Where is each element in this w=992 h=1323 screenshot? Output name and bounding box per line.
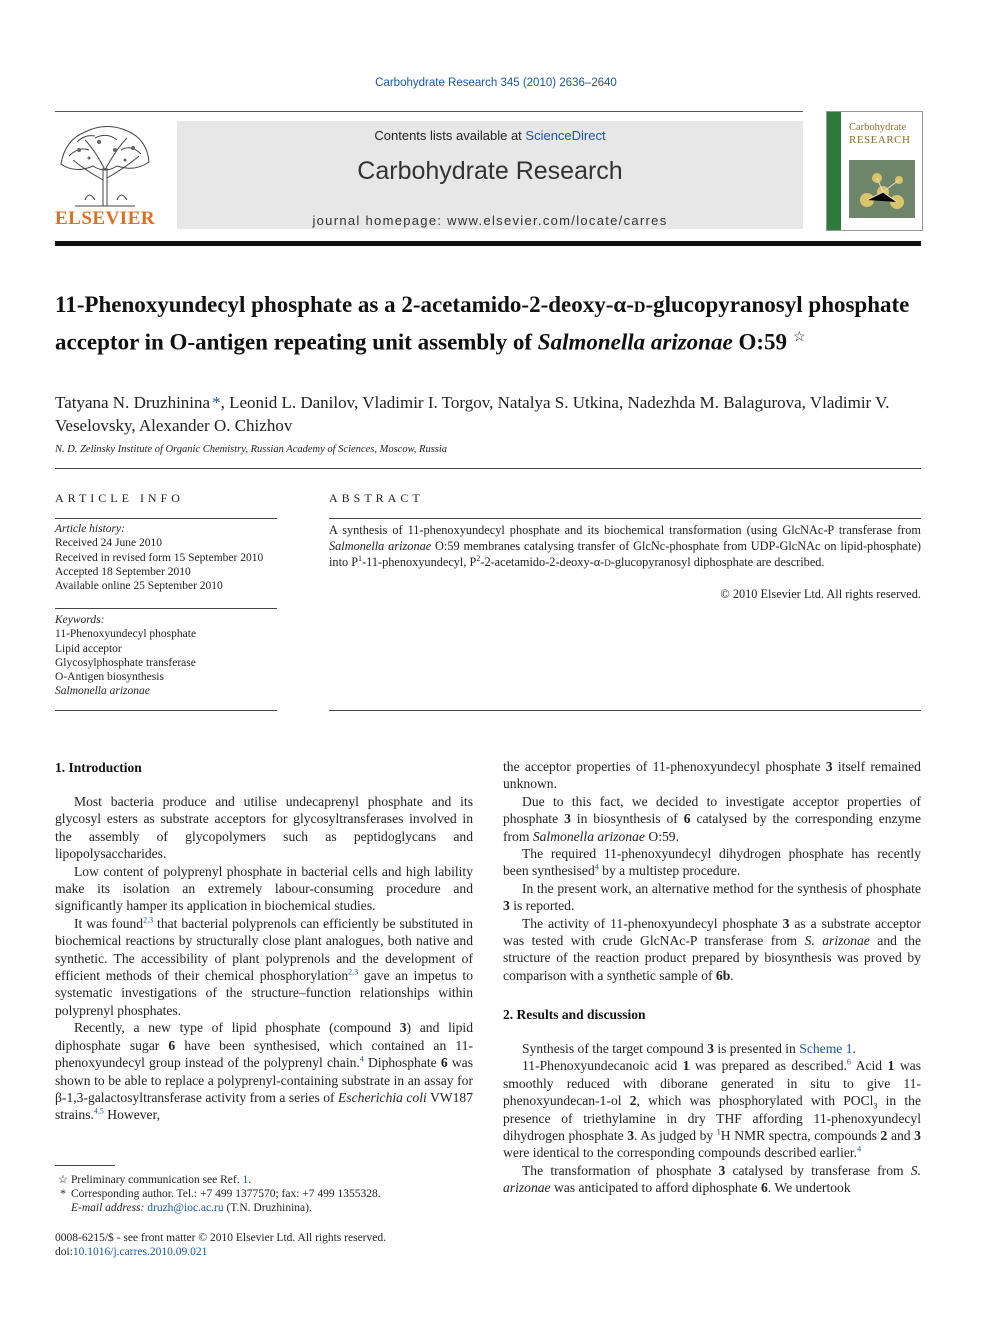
- abstract-text: A synthesis of 11-phenoxyundecyl phosphate and its biochemical transformation (using GlcNAc-P transferase from Salmonella arizonae O:59 membranes catalysing transfer of GlcNc-phosphate from UDP-GlcNAc on lipid-phosphate) into $P^1-11$-phenoxyundecyl, $P^2-2-acetamido-2-deoxy-\alpha-D$-glucopyranosyl diphosphate are described.: [329, 523, 921, 569]
- title-part-3: O:59: [732, 329, 787, 355]
- journal-citation[interactable]: Carbohydrate Research 345 (2010) 2636–2640: [375, 77, 617, 89]
- paragraph: Low content of polyprenyl phosphate in bacterial cells and high lability make its isolation an extremely labour-consuming procedure and significantly hamper its application in biochemical studies.: [55, 863, 473, 914]
- paragraph: Most bacteria produce and utilise undecaprenyl phosphate and its glycosyl esters as substrate acceptors for glycosyltransferases involved in the assembly of glycopolymers such as peptidoglycans and lipopolysaccharides.: [55, 794, 473, 862]
- journal-title: Carbohydrate Research: [357, 157, 623, 185]
- title-organism: Salmonella arizonae: [537, 329, 733, 355]
- keyword-item: Glycosylphosphate transferase: [55, 656, 196, 669]
- paragraph: Due to this fact, we decided to investigate acceptor properties of phosphate 3 in biosynthesis of 6 catalysed by the corresponding enzyme from Salmonella arizonae O:59.: [503, 793, 921, 844]
- paragraph: The required 11-phenoxyundecyl dihydrogen phosphate has recently been synthesised$^4$ by a multistep procedure.: [503, 846, 921, 879]
- footnote-preliminary: ☆ Preliminary communication see Ref. 1.: [57, 1174, 252, 1186]
- article-history: [55, 522, 295, 593]
- other-authors: , Leonid L. Danilov, Vladimir I. Torgov, Natalya S. Utkina, Nadezhda M. Balagurova, Vladimir V. Veselovsky, Alexander O. Chizhov: [55, 393, 890, 435]
- journal-cover-thumbnail: [826, 111, 923, 231]
- contents-line: [177, 128, 803, 143]
- journal-homepage[interactable]: journal homepage: www.elsevier.com/locate/carres: [312, 213, 668, 228]
- paragraph: The transformation of phosphate 3 catalysed by transferase from S. arizonae was anticipated to afford diphosphate 6. We undertook: [503, 1162, 921, 1196]
- footnote-email: E-mail address: druzh@ioc.ac.ru (T.N. Druzhinina).: [71, 1202, 312, 1214]
- keyword-item: O-Antigen biosynthesis: [55, 671, 164, 684]
- corresponding-author-mark[interactable]: *: [212, 393, 221, 412]
- journal-masthead: [177, 121, 803, 229]
- article-info-heading: ARTICLE INFO: [55, 491, 184, 505]
- history-online: Available online 25 September 2010: [55, 580, 223, 593]
- paragraph-continued: the acceptor properties of 11-phenoxyundecyl phosphate 3 itself remained unknown.: [503, 759, 921, 792]
- doi-link[interactable]: 10.1016/j.carres.2010.09.021: [72, 1246, 208, 1258]
- info-rule-3: [55, 710, 277, 711]
- affiliation-rule: [55, 468, 921, 469]
- paragraph: It was found$^{2,3}$ that bacterial polyprenols can efficiently be substituted in biochemical reactions by structurally close plant analogues, both native and synthetic. The accessibility of plant polyprenols and the development of efficient methods of their chemical phosphorylation$^{2,3}$ gave an impetus to systematic investigations of the structure–function relationships within polyprenyl phosphates.: [55, 915, 473, 1018]
- contents-prefix: Contents lists available at: [374, 128, 526, 143]
- keywords-label: Keywords:: [55, 614, 105, 626]
- issn-line: 0008-6215/$ - see front matter © 2010 Elsevier Ltd. All rights reserved.: [55, 1232, 386, 1244]
- history-received: Received 24 June 2010: [55, 537, 162, 550]
- article-title: [55, 290, 925, 358]
- cover-molecule-graphic: [849, 160, 915, 218]
- history-accepted: Accepted 18 September 2010: [55, 565, 191, 578]
- paragraph: In the present work, an alternative method for the synthesis of phosphate 3 is reported.: [503, 880, 921, 914]
- introduction-body: [55, 793, 473, 1124]
- paragraph: Recently, a new type of lipid phosphate (compound 3) and lipid diphosphate sugar 6 have been synthesised, which contained an 11-phenoxyundecyl group instead of the polyprenyl chain.$^4$ Diphosphate 6 was shown to be able to replace a polyprenyl-containing substrate in an assay for β-1,3-galactosyltransferase activity from a series of Escherichia coli VW187 strains.$^{4,5}$ However,: [55, 1020, 474, 1123]
- scheme-1-link[interactable]: Scheme 1: [799, 1041, 853, 1056]
- elsevier-tree-logo: [55, 120, 155, 208]
- cover-title-2: RESEARCH: [849, 134, 911, 146]
- affiliation: N. D. Zelinsky Institute of Organic Chemistry, Russian Academy of Sciences, Moscow, Russia: [55, 444, 448, 455]
- history-label: Article history:: [55, 523, 125, 535]
- column-2-body: [503, 758, 921, 984]
- masthead-rule: [55, 241, 921, 246]
- footnotes: [55, 1173, 485, 1215]
- paragraph: 11-Phenoxyundecanoic acid 1 was prepared as described.$^6$ Acid 1 was smoothly reduced with diborane generated in situ to give 11-phenoxyundecan-1-ol 2, which was phosphorylated with POCl$_3$ in the presence of triethylamine in dry THF affording 11-phenoxyundecyl dihydrogen phosphate 3. As judged by $^1$H NMR spectra, compounds 2 and 3 were identical to the corresponding compounds described earlier.$^4$: [503, 1057, 921, 1161]
- keyword-item: Salmonella arizonae: [55, 685, 150, 698]
- section-introduction-heading: 1. Introduction: [55, 760, 142, 775]
- paragraph: Synthesis of the target compound 3 is presented in Scheme 1.: [522, 1041, 856, 1056]
- title-part-2: -glucopyranosyl phosphate acceptor in O-antigen repeating unit assembly of: [55, 292, 910, 355]
- first-author: Tatyana N. Druzhinina: [55, 393, 211, 412]
- publisher-wordmark: ELSEVIER: [55, 208, 156, 229]
- info-rule-1: [55, 518, 277, 519]
- title-footnote-star[interactable]: ☆: [793, 330, 806, 345]
- footnote-rule: [55, 1165, 115, 1166]
- header-rule: [55, 111, 803, 112]
- keywords: [55, 613, 295, 699]
- history-revised: Received in revised form 15 September 2010: [55, 551, 264, 564]
- abstract-rule-top: [329, 518, 921, 519]
- title-part-1: 11-Phenoxyundecyl phosphate as a 2-acetamido-2-deoxy-α-: [55, 292, 634, 317]
- section-results-heading: 2. Results and discussion: [503, 1007, 646, 1022]
- abstract-copyright: © 2010 Elsevier Ltd. All rights reserved.: [720, 587, 921, 601]
- keyword-item: Lipid acceptor: [55, 642, 122, 655]
- abstract-heading: ABSTRACT: [329, 491, 424, 505]
- author-list: [55, 391, 925, 437]
- sciencedirect-link[interactable]: ScienceDirect: [525, 128, 606, 143]
- footnote-corresponding: * Corresponding author. Tel.: +7 499 1377570; fax: +7 499 1355328.: [60, 1188, 381, 1200]
- paragraph: The activity of 11-phenoxyundecyl phosphate 3 as a substrate acceptor was tested with crude GlcNAc-P transferase from S. arizonae and the structure of the reaction product prepared by biosynthesis was proved by comparison with a synthetic sample of 6b.: [503, 915, 921, 983]
- cover-image: [849, 160, 915, 218]
- info-rule-2: [55, 608, 277, 609]
- cover-title-1: Carbohydrate: [849, 122, 907, 133]
- doi-line: doi:10.1016/j.carres.2010.09.021: [55, 1246, 208, 1258]
- keyword-item: 11-Phenoxyundecyl phosphate: [55, 628, 197, 641]
- results-body: [503, 1040, 921, 1197]
- cover-band: [827, 112, 841, 230]
- title-d-smallcaps: D: [633, 299, 646, 316]
- email-link[interactable]: druzh@ioc.ac.ru: [147, 1202, 224, 1214]
- issn-doi-block: [55, 1231, 485, 1259]
- abstract-rule-bottom: [329, 710, 921, 711]
